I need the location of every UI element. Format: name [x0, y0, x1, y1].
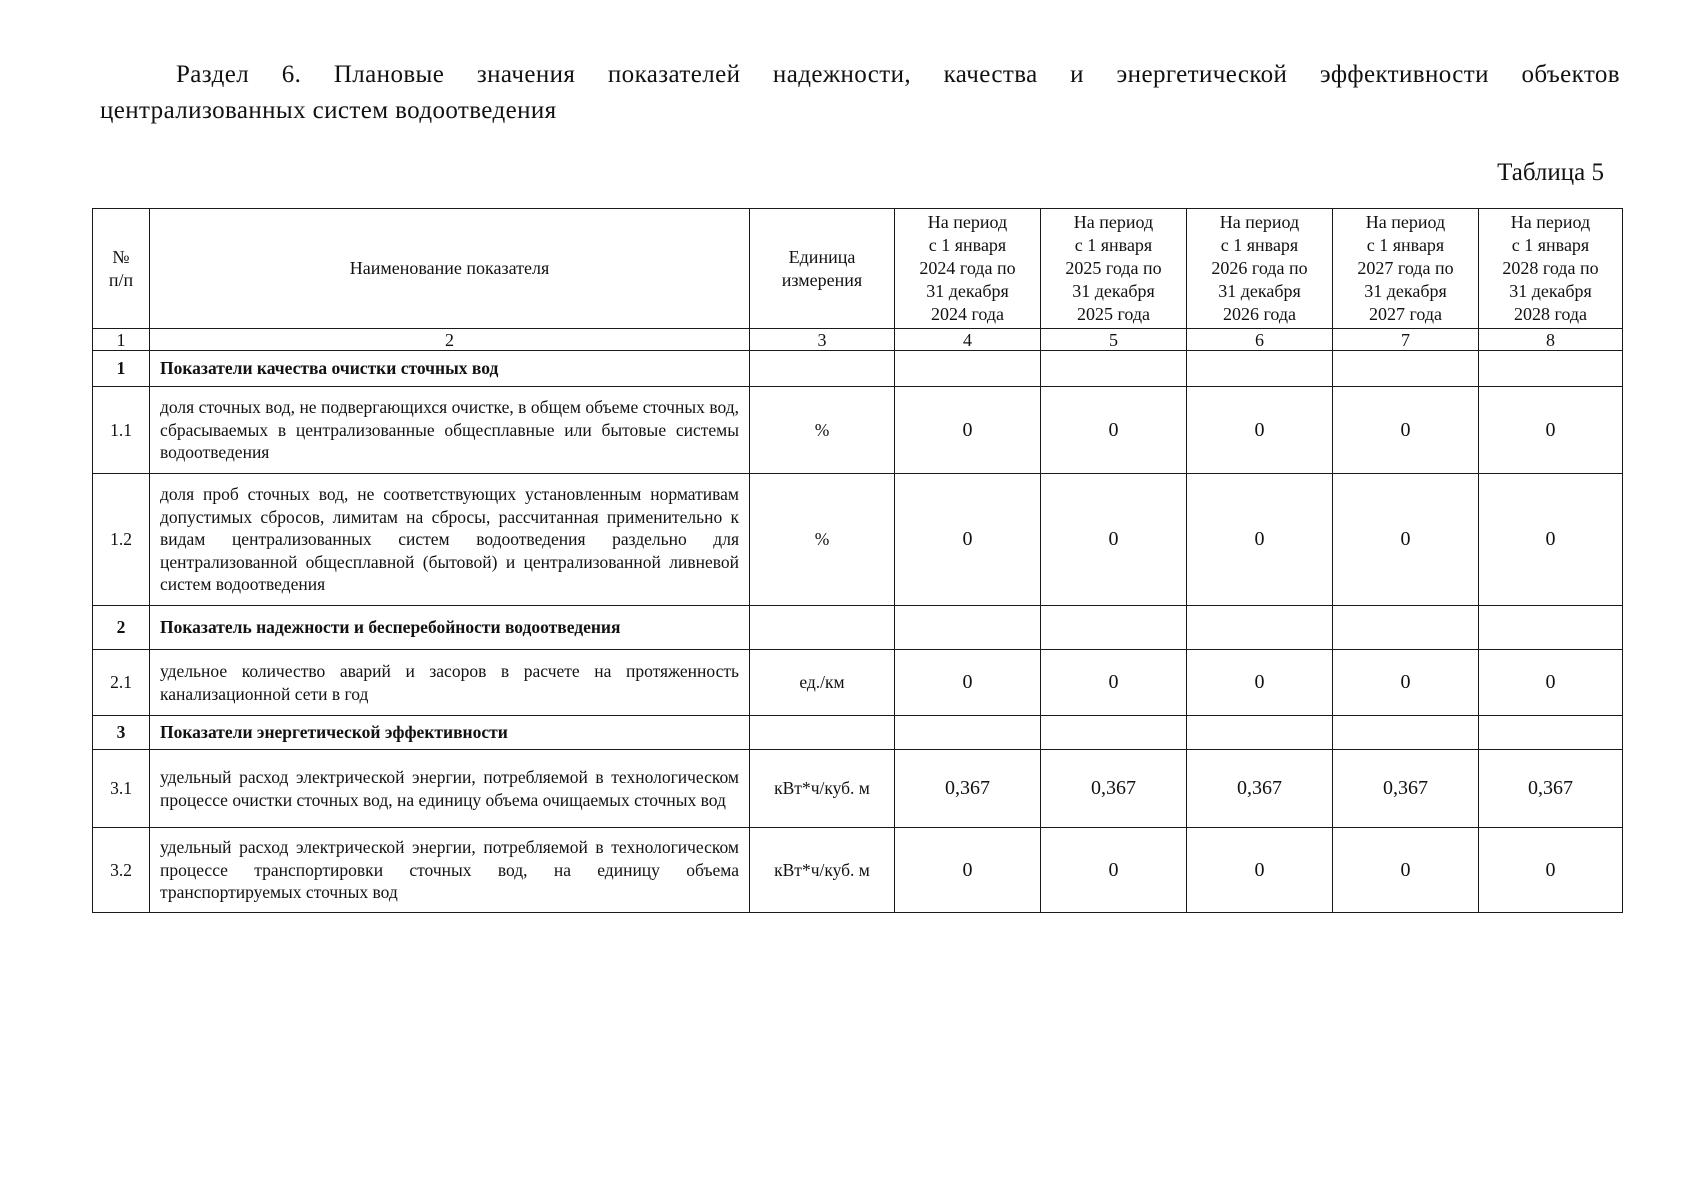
empty-cell [750, 351, 895, 387]
empty-cell [895, 716, 1041, 750]
header-unit [750, 209, 895, 329]
value-2025: 0,367 [1041, 750, 1187, 828]
value-2028: 0 [1479, 828, 1623, 913]
value-2028: 0 [1479, 387, 1623, 474]
column-number: 2 [150, 329, 750, 351]
period-line: 2024 года по [919, 258, 1016, 278]
period-line: 2028 года [1513, 304, 1588, 324]
indicator-name: доля сточных вод, не подвергающихся очистке, в общем объеме сточных вод, сбрасываемых в централизованные общесплавные или бытовые системы водоотведения [150, 387, 750, 474]
period-line: с 1 января [1511, 235, 1590, 255]
value-2024: 0 [895, 474, 1041, 606]
section-number: 2 [93, 606, 150, 650]
header-row [93, 209, 1623, 329]
row-number: 1.2 [93, 474, 150, 606]
row-number: 3.2 [93, 828, 150, 913]
period-line: с 1 января [1074, 235, 1153, 255]
column-number: 8 [1479, 329, 1623, 351]
indicator-name: доля проб сточных вод, не соответствующих установленным нормативам допустимых сбросов, лимитам на сбросы, рассчитанная применительно к видам централизованных систем водоотведения раздельно для централизованной общесплавной (бытовой) и централизованной ливневой систем водоотведения [150, 474, 750, 606]
period-line: 31 декабря [1218, 281, 1301, 301]
empty-cell [1187, 716, 1333, 750]
header-num [93, 209, 150, 329]
section-heading-line-2: централизованных систем водоотведения [100, 97, 557, 124]
section-number: 1 [93, 351, 150, 387]
empty-cell [1333, 606, 1479, 650]
header-unit-line-2: измерения [781, 269, 863, 290]
value-2026: 0,367 [1187, 750, 1333, 828]
period-line: с 1 января [1366, 235, 1445, 255]
column-number: 6 [1187, 329, 1333, 351]
column-number: 7 [1333, 329, 1479, 351]
empty-cell [1041, 606, 1187, 650]
header-unit-line-1: Единица [788, 246, 856, 267]
period-line: с 1 января [1220, 235, 1299, 255]
empty-cell [1479, 351, 1623, 387]
indicator-name: удельное количество аварий и засоров в расчете на протяженность канализационной сети в год [150, 650, 750, 716]
empty-cell [1333, 716, 1479, 750]
header-period-2025 [1041, 209, 1187, 329]
header-period-2026 [1187, 209, 1333, 329]
period-line: На период [1510, 212, 1591, 232]
period-line: 2026 года по [1211, 258, 1308, 278]
section-title: Показатель надежности и бесперебойности водоотведения [150, 606, 750, 650]
period-line: 2027 года по [1357, 258, 1454, 278]
period-line: 2026 года [1222, 304, 1297, 324]
value-2026: 0 [1187, 650, 1333, 716]
period-line: 31 декабря [1509, 281, 1592, 301]
header-period-2027 [1333, 209, 1479, 329]
value-2024: 0 [895, 650, 1041, 716]
indicator-unit: ед./км [750, 650, 895, 716]
empty-cell [1333, 351, 1479, 387]
section-row [93, 351, 1623, 387]
column-number: 1 [93, 329, 150, 351]
header-name: Наименование показателя [150, 209, 750, 329]
value-2026: 0 [1187, 828, 1333, 913]
section-row [93, 716, 1623, 750]
period-line: 2028 года по [1502, 258, 1599, 278]
section-heading-line-1: Раздел 6. Плановые значения показателей надежности, качества и энергетической эффективности объектов [176, 61, 1620, 88]
value-2026: 0 [1187, 387, 1333, 474]
value-2025: 0 [1041, 474, 1187, 606]
value-2025: 0 [1041, 650, 1187, 716]
period-line: с 1 января [928, 235, 1007, 255]
empty-cell [1041, 716, 1187, 750]
indicator-row [93, 387, 1623, 474]
indicator-unit: кВт*ч/куб. м [750, 750, 895, 828]
column-number-row [93, 329, 1623, 351]
row-number: 1.1 [93, 387, 150, 474]
value-2025: 0 [1041, 828, 1187, 913]
indicator-unit: кВт*ч/куб. м [750, 828, 895, 913]
value-2027: 0 [1333, 828, 1479, 913]
section-row [93, 606, 1623, 650]
empty-cell [1479, 606, 1623, 650]
value-2028: 0 [1479, 474, 1623, 606]
period-line: На период [1365, 212, 1446, 232]
indicator-row [93, 650, 1623, 716]
period-line: 31 декабря [1072, 281, 1155, 301]
period-line: На период [1073, 212, 1154, 232]
value-2028: 0 [1479, 650, 1623, 716]
empty-cell [1187, 606, 1333, 650]
indicator-unit: % [750, 387, 895, 474]
section-title: Показатели энергетической эффективности [150, 716, 750, 750]
empty-cell [750, 606, 895, 650]
value-2024: 0 [895, 828, 1041, 913]
column-number: 4 [895, 329, 1041, 351]
header-num-line-1: № [112, 246, 130, 267]
value-2028: 0,367 [1479, 750, 1623, 828]
indicator-name: удельный расход электрической энергии, потребляемой в технологическом процессе транспортировки сточных вод, на единицу объема транспортируемых сточных вод [150, 828, 750, 913]
value-2026: 0 [1187, 474, 1333, 606]
period-line: 2025 года [1076, 304, 1151, 324]
period-line: 2027 года [1368, 304, 1443, 324]
period-line: 2025 года по [1065, 258, 1162, 278]
column-number: 5 [1041, 329, 1187, 351]
empty-cell [1479, 716, 1623, 750]
header-num-line-2: п/п [108, 269, 134, 290]
empty-cell [1187, 351, 1333, 387]
value-2024: 0 [895, 387, 1041, 474]
value-2027: 0 [1333, 387, 1479, 474]
row-number: 3.1 [93, 750, 150, 828]
period-line: 31 декабря [1364, 281, 1447, 301]
table-label: Таблица 5 [1497, 159, 1604, 186]
indicator-name: удельный расход электрической энергии, потребляемой в технологическом процессе очистки сточных вод, на единицу объема очищаемых сточных вод [150, 750, 750, 828]
period-line: 31 декабря [926, 281, 1009, 301]
section-title: Показатели качества очистки сточных вод [150, 351, 750, 387]
value-2025: 0 [1041, 387, 1187, 474]
indicator-row [93, 474, 1623, 606]
period-line: 2024 года [930, 304, 1005, 324]
row-number: 2.1 [93, 650, 150, 716]
header-period-2024 [895, 209, 1041, 329]
indicator-row [93, 750, 1623, 828]
value-2027: 0 [1333, 650, 1479, 716]
value-2027: 0,367 [1333, 750, 1479, 828]
value-2024: 0,367 [895, 750, 1041, 828]
period-line: На период [927, 212, 1008, 232]
section-number: 3 [93, 716, 150, 750]
period-line: На период [1219, 212, 1300, 232]
empty-cell [1041, 351, 1187, 387]
indicator-unit: % [750, 474, 895, 606]
header-period-2028 [1479, 209, 1623, 329]
empty-cell [750, 716, 895, 750]
empty-cell [895, 351, 1041, 387]
empty-cell [895, 606, 1041, 650]
column-number: 3 [750, 329, 895, 351]
indicators-table [92, 208, 1623, 913]
value-2027: 0 [1333, 474, 1479, 606]
indicator-row [93, 828, 1623, 913]
